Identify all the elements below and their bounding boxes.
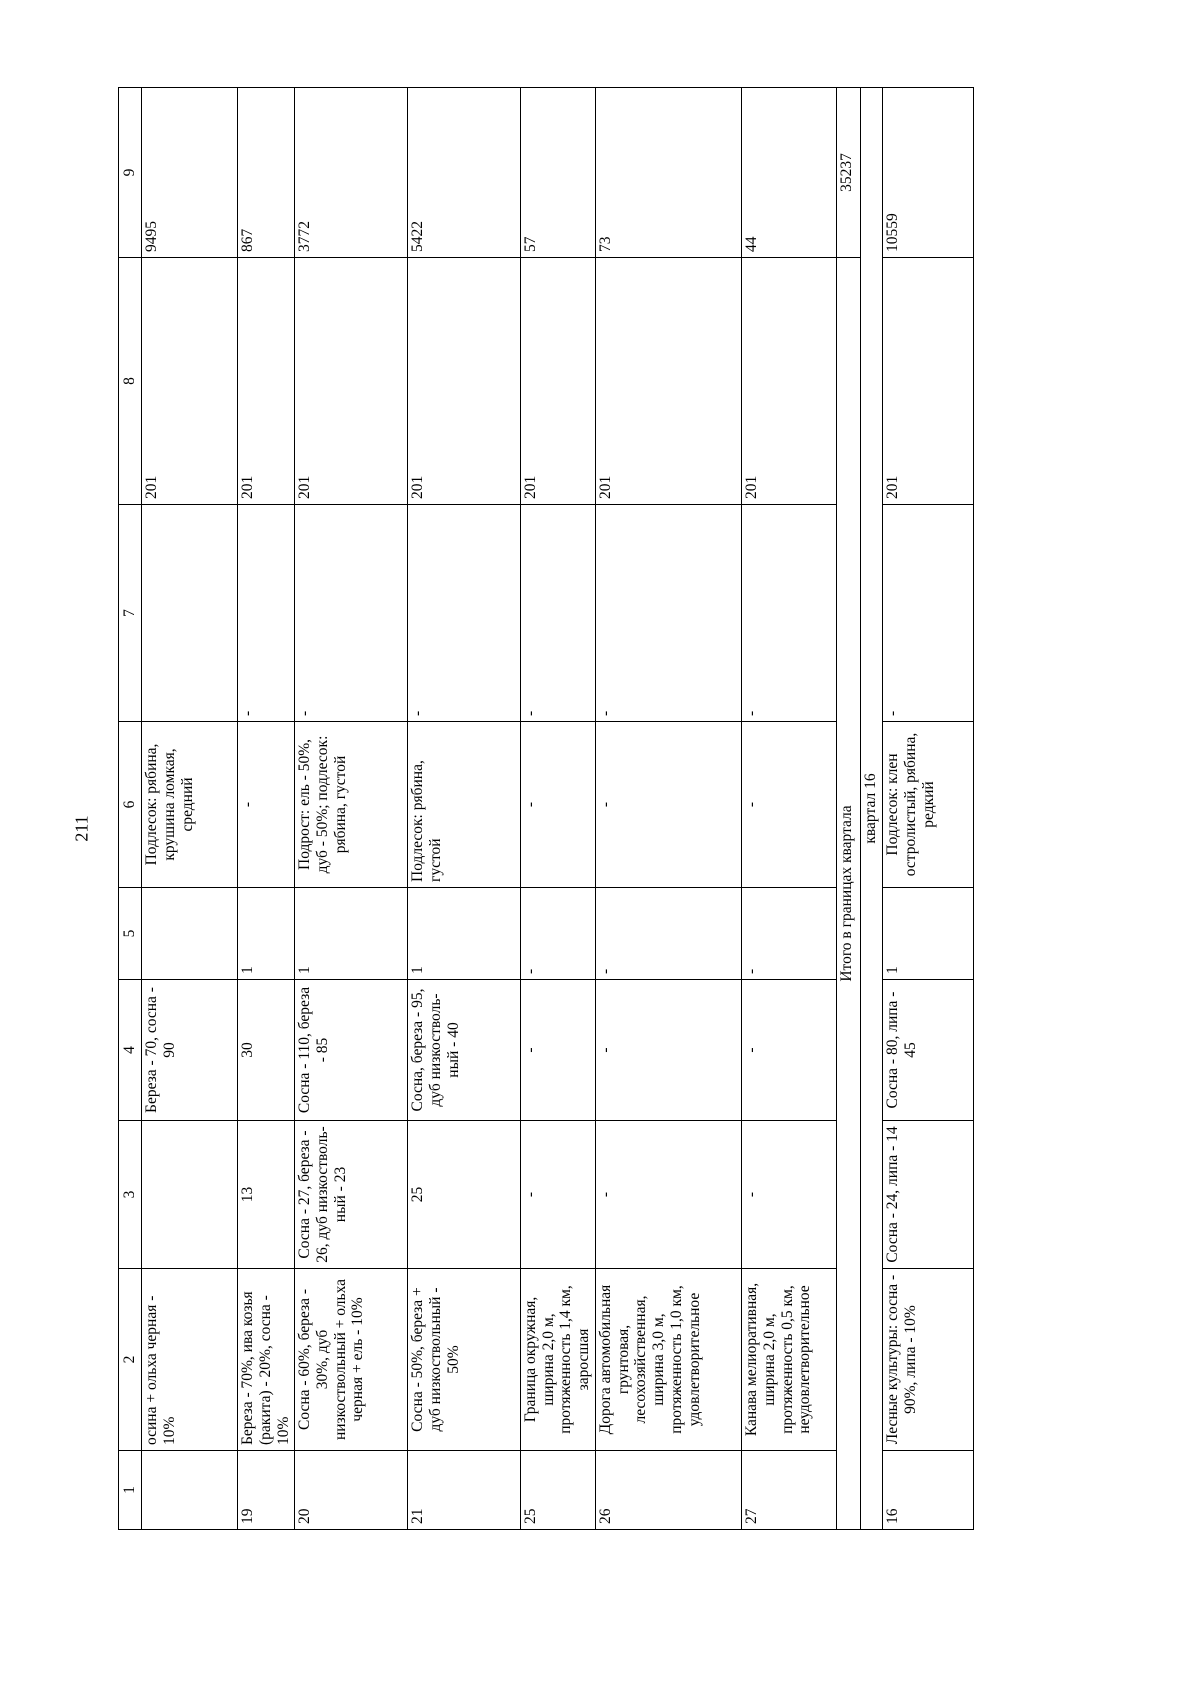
table-row — [520, 88, 595, 1530]
composition-cell: Граница окружная, ширина 2,0 м, протяженность 1,4 км, заросшая — [520, 1269, 595, 1451]
header-cell: 2 — [119, 1269, 142, 1451]
header-cell: 7 — [119, 505, 142, 722]
height-cell: 30 — [238, 980, 295, 1121]
undergrowth-cell: - — [741, 722, 836, 888]
class-cell: 1 — [883, 888, 974, 980]
col9-cell: 5422 — [407, 88, 520, 258]
col9-cell: 73 — [595, 88, 741, 258]
col8-cell: 201 — [407, 258, 520, 505]
composition-cell: Канава мелиоративная, ширина 2,0 м, протяженность 0,5 км, неудовлетворительное — [741, 1269, 836, 1451]
class-cell: 1 — [407, 888, 520, 980]
col9-cell: 867 — [238, 88, 295, 258]
col7-cell: - — [238, 505, 295, 722]
header-cell: 1 — [119, 1451, 142, 1530]
composition-cell: Лесные культуры: сосна - 90%, липа - 10% — [883, 1269, 974, 1451]
plot-number-cell: 20 — [294, 1451, 407, 1530]
col8-cell: 201 — [883, 258, 974, 505]
total-value: 35237 — [836, 88, 860, 258]
table-row — [595, 88, 741, 1530]
age-cell: 13 — [238, 1121, 295, 1269]
plot-number-cell: 19 — [238, 1451, 295, 1530]
height-cell: Береза - 70, сосна - 90 — [142, 980, 238, 1121]
header-cell: 9 — [119, 88, 142, 258]
undergrowth-cell: Подлесок: рябина, густой — [407, 722, 520, 888]
class-cell: - — [595, 888, 741, 980]
height-cell: - — [741, 980, 836, 1121]
header-cell: 5 — [119, 888, 142, 980]
height-cell: Сосна - 80, липа - 45 — [883, 980, 974, 1121]
age-cell: Сосна - 27, береза - 26, дуб низкостволь-ный - 23 — [294, 1121, 407, 1269]
undergrowth-cell: - — [238, 722, 295, 888]
col7-cell — [142, 505, 238, 722]
age-cell: - — [520, 1121, 595, 1269]
col9-cell: 10559 — [883, 88, 974, 258]
class-cell: 1 — [294, 888, 407, 980]
class-cell: - — [741, 888, 836, 980]
age-cell: 25 — [407, 1121, 520, 1269]
table-row — [294, 88, 407, 1530]
undergrowth-cell: Подлесок: клен остролистый, рябина, редкий — [883, 722, 974, 888]
class-cell: - — [520, 888, 595, 980]
height-cell: Сосна - 110, береза - 85 — [294, 980, 407, 1121]
table-row — [741, 88, 836, 1530]
col9-cell: 3772 — [294, 88, 407, 258]
undergrowth-cell: Подрост: ель - 50%, дуб - 50%; подлесок: рябина, густой — [294, 722, 407, 888]
col9-cell: 57 — [520, 88, 595, 258]
col7-cell: - — [595, 505, 741, 722]
composition-cell: Сосна - 60%, береза - 30%, дуб низкоствольный + ольха черная + ель - 10% — [294, 1269, 407, 1451]
col8-cell: 201 — [741, 258, 836, 505]
age-cell — [142, 1121, 238, 1269]
table-row — [142, 88, 238, 1530]
column-number-header — [119, 88, 142, 1530]
undergrowth-cell: Подлесок: рябина, крушина ломкая, средний — [142, 722, 238, 888]
header-cell: 8 — [119, 258, 142, 505]
col7-cell: - — [294, 505, 407, 722]
col9-cell: 9495 — [142, 88, 238, 258]
total-label: Итого в границах квартала — [836, 258, 860, 1530]
height-cell: Сосна, береза - 95, дуб низкостволь-ный - 40 — [407, 980, 520, 1121]
col8-cell: 201 — [520, 258, 595, 505]
age-cell: - — [741, 1121, 836, 1269]
undergrowth-cell: - — [595, 722, 741, 888]
col7-cell: - — [741, 505, 836, 722]
table-row — [883, 88, 974, 1530]
plot-number-cell — [142, 1451, 238, 1530]
document-table-container — [118, 88, 974, 1530]
col8-cell: 201 — [595, 258, 741, 505]
composition-cell: Береза - 70%, ива козья (ракита) - 20%, сосна - 10% — [238, 1269, 295, 1451]
col7-cell: - — [520, 505, 595, 722]
section-row — [860, 88, 882, 1530]
header-cell: 3 — [119, 1121, 142, 1269]
age-cell: Сосна - 24, липа - 14 — [883, 1121, 974, 1269]
age-cell: - — [595, 1121, 741, 1269]
height-cell: - — [595, 980, 741, 1121]
composition-cell: Сосна - 50%, береза + дуб низкоствольный - 50% — [407, 1269, 520, 1451]
total-row — [836, 88, 860, 1530]
plot-number-cell: 25 — [520, 1451, 595, 1530]
col8-cell: 201 — [294, 258, 407, 505]
composition-cell: Дорога автомобильная грунтовая, лесохозяйственная, ширина 3,0 м, протяженность 1,0 км, удовлетворительное — [595, 1269, 741, 1451]
undergrowth-cell: - — [520, 722, 595, 888]
composition-cell: осина + ольха черная - 10% — [142, 1269, 238, 1451]
header-cell: 6 — [119, 722, 142, 888]
table-row — [407, 88, 520, 1530]
class-cell — [142, 888, 238, 980]
height-cell: - — [520, 980, 595, 1121]
section-heading: квартал 16 — [860, 88, 882, 1530]
table-row — [238, 88, 295, 1530]
header-cell: 4 — [119, 980, 142, 1121]
col9-cell: 44 — [741, 88, 836, 258]
col8-cell: 201 — [238, 258, 295, 505]
plot-number-cell: 26 — [595, 1451, 741, 1530]
plot-number-cell: 27 — [741, 1451, 836, 1530]
forest-inventory-table — [118, 87, 974, 1530]
page-number: 211 — [71, 815, 92, 842]
col7-cell: - — [407, 505, 520, 722]
class-cell: 1 — [238, 888, 295, 980]
plot-number-cell: 21 — [407, 1451, 520, 1530]
col7-cell: - — [883, 505, 974, 722]
col8-cell: 201 — [142, 258, 238, 505]
plot-number-cell: 16 — [883, 1451, 974, 1530]
